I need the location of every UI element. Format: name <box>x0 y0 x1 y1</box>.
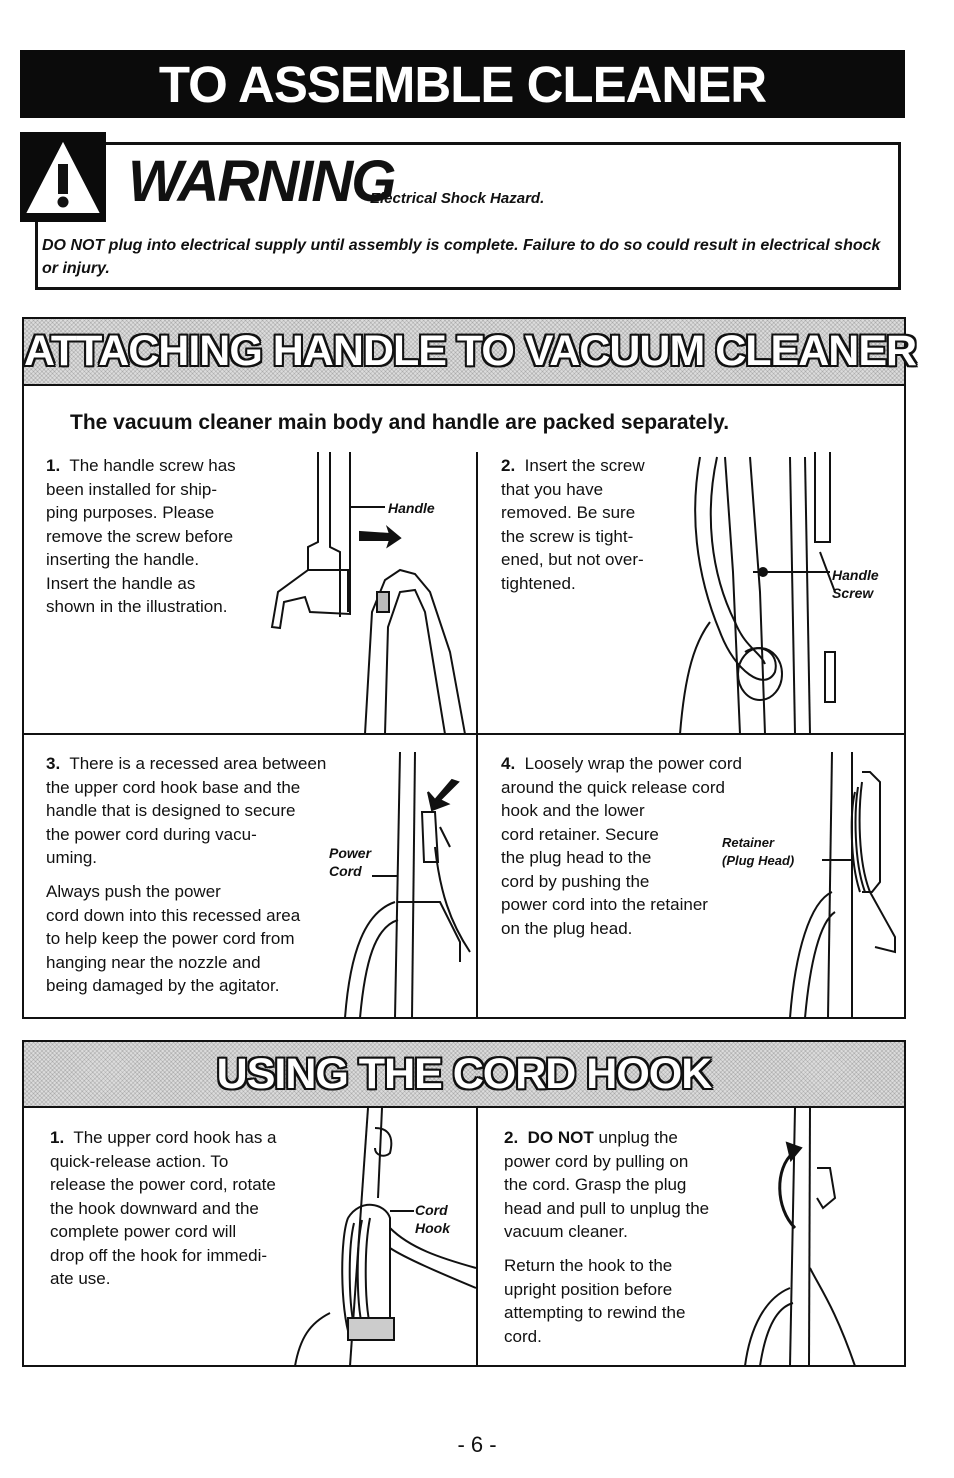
warning-body: DO NOT plug into electrical supply until assembly is complete. Failure to do so could result in electrical shock or injury. <box>42 237 881 277</box>
cord-hook-return-illustration <box>735 1108 905 1366</box>
warning-subheading: Electrical Shock Hazard. <box>370 190 545 207</box>
handle-label: Handle <box>388 500 435 516</box>
title-bar <box>20 50 905 118</box>
power-cord-illustration <box>340 752 475 1018</box>
handle-intro: The vacuum cleaner main body and handle are packed separately. <box>70 411 730 434</box>
handle-section-band <box>24 319 917 384</box>
handle-step-3: 3. There is a recessed area between the upper cord hook base and the handle that is designed to secure the power cord during vacu- uming. <box>46 754 327 867</box>
cord-hook-section-title: USING THE CORD HOOK <box>216 1050 712 1098</box>
warning-tab <box>20 132 106 222</box>
handle-step-2: 2. Insert the screw that you have removed. Be sure the screw is tight- ened, but not over- tightened. <box>501 456 645 593</box>
cord-hook-label: Cord Hook <box>415 1202 450 1236</box>
page-number: - 6 - <box>457 1432 497 1457</box>
handle-step-4: 4. Loosely wrap the power cord around the quick release cord hook and the lower cord retainer. Secure the plug head to the cord by pushing the power cord into the retainer on the plug head. <box>501 754 742 938</box>
warning-heading: WARNING <box>128 149 395 214</box>
handle-step-1: 1. The handle screw has been installed for ship- ping purposes. Please remove the screw before inserting the handle. Insert the handle as shown in the illustration. <box>46 456 236 616</box>
handle-step-3-note: Always push the power cord down into this recessed area to help keep the power cord from hanging near the nozzle and being damaged by the agitator. <box>46 882 301 995</box>
warning-triangle-icon <box>20 132 106 222</box>
handle-insert-illustration <box>260 452 475 734</box>
handle-section-title: ATTACHING HANDLE TO VACUUM CLEANER <box>24 327 917 375</box>
cord-hook-section-band <box>24 1042 904 1106</box>
cord-hook-step-2: 2. DO NOT unplug the power cord by pulling on the cord. Grasp the plug head and pull to unplug the vacuum cleaner. <box>504 1128 710 1241</box>
page-title: TO ASSEMBLE CLEANER <box>158 56 767 113</box>
cord-hook-step-1: 1. The upper cord hook has a quick-release action. To release the power cord, rotate the hook downward and the complete power cord will drop off the hook for immedi- ate use. <box>50 1128 277 1288</box>
divider <box>22 384 906 386</box>
cord-retainer-illustration <box>770 752 905 1018</box>
column-divider <box>476 1108 478 1365</box>
retainer-label: Retainer (Plug Head) <box>722 835 795 868</box>
power-cord-label: Power Cord <box>329 845 372 879</box>
handle-screw-label: Handle Screw <box>832 567 879 601</box>
handle-screw-illustration <box>665 452 865 734</box>
cord-hook-step-2-note: Return the hook to the upright position before attempting to rewind the cord. <box>504 1256 686 1346</box>
cord-hook-release-illustration <box>290 1108 476 1366</box>
